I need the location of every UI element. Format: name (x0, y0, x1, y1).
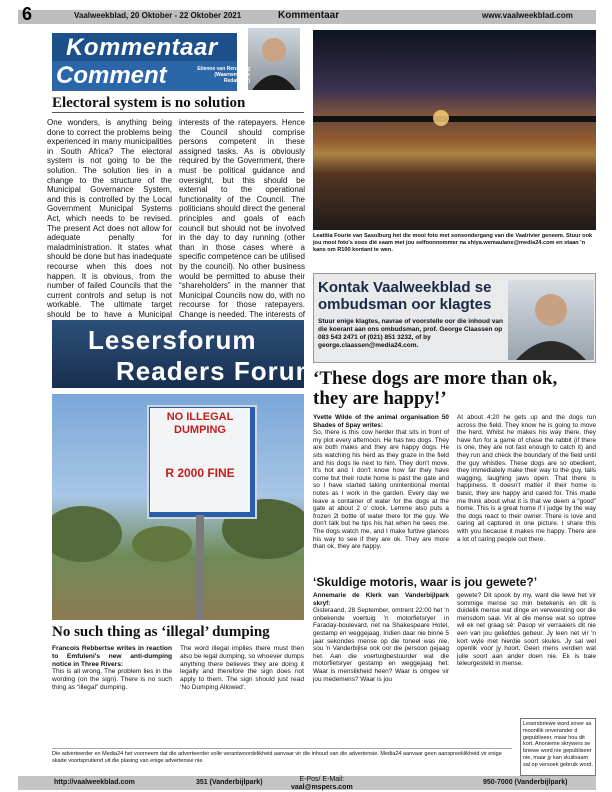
dogs-headline: ‘These dogs are more than ok, they are happy!’ (313, 368, 558, 409)
editorial-column-1 (47, 118, 172, 318)
sunset-photo (313, 30, 596, 230)
editorial-headline: Electoral system is no solution (52, 94, 304, 113)
motorists-headline: ‘Skuldige motoris, waar is jou gewete?’ (313, 575, 538, 589)
footer-phone-2: 950-7000 (Vanderbijlpark) (483, 779, 568, 786)
person-silhouette-icon (508, 280, 594, 360)
motorists-column-1 (313, 592, 449, 718)
person-silhouette-icon (248, 28, 300, 90)
footer-email[interactable]: vaal@mspers.com (291, 784, 353, 791)
page-number: 6 (22, 4, 33, 24)
photo-caption: Leatitia Fourie van Sasolburg het die mooi foto met sonsondergang van die Vaalrivier geneem. Stuur ook jou mooi foto's soos dié saam met jou selfoonnommer na shiya.wemaulane@media24.com en staan 'n kans om R100 kontant te wen. (313, 233, 593, 253)
dumping-text-2: The word illegal implies there must then also be legal dumping, so whoever dumps anything there believes they are doing it legally and therefore the sign does not apply to them. The sign should just read ‘No Dumping Allowed’. (180, 645, 304, 691)
dogs-text-1: So, there is this cow herder that sits in front of my plot every afternoon. He has two dogs. They are both males and they are happy dogs. He sits watching his herd as they graze in the field and his dogs lie next to him. They don't move. It's hot and I don't know how far they have come but their route home is past the gate and so I have started taking unintentional mental notes as I work in the garden. Every day we leave a container of water for the dogs at the gate at about 2 o' clock. Lemme also puts a frozen 2l bottle of water there for the guy. We don't talk but he tips his hat when he sees me. The dogs watch me, and I make furtive glances his way to see if they are ok. They are more than ok, they are happy. (313, 429, 449, 551)
editorial-text-1: One wonders, is anything being done to correct the problems being experienced in many municipalities in South Africa? The electoral system is not going to be the solution. The solution lies in a change to the structure of the Municipal Governance System, and this is controlled by the Local Government Municipal Systems Act, which needs to be revised. The present Act does not allow for adequate penalty for maladministration. It states what should be done but has inadequate recourse when this does not happen. It is obvious, from the number of failed Councils that the current controls and setup is not workable. The ultimate target should be to have a Municipal (47, 118, 172, 318)
ombudsman-title: Kontak Vaalweekblad se ombudsman oor klagtes (318, 279, 492, 313)
dumping-headline: No such thing as ‘illegal’ dumping (52, 624, 270, 640)
dogs-column-1 (313, 414, 449, 572)
ombudsman-portrait (508, 280, 594, 360)
edition-dates: Vaalweekblad, 20 Oktober - 22 Oktober 2021 (74, 11, 242, 20)
dumping-byline: Francois Rebbertse writes in reaction to Emfuleni's new anti-dumping notice in Three Rivers: (52, 645, 172, 668)
dumping-text-1: This is all wrong. The problem lies in the wording (on the sign). There is no such thing as “illegal” dumping. (52, 668, 172, 691)
dumping-column-2 (180, 645, 304, 745)
dogs-text-2: At about 4:20 he gets up and the dogs run across the field. They know he is going to move the herd. Whilst he makes his way there, they have fun for a game of chase the rabbit (if there is one, they are not fast enough to catch it) and they run and check the boundary of the field until the guy whistles. These dogs are so obedient, they immediately make their way to the guy, tails wagging, laughing jaws open. That there is happiness. It doesn't matter if their home is basic, they are happy and cared for. This made me think about what it is that we deem a “good” home. This is a great home if I judge by the way the dogs react to their owner. There is love and caring all captured in one picture. I share this with you because it makes me happy. There are a lot of caring people out there. (457, 414, 596, 543)
dogs-column-2 (457, 414, 596, 572)
dogs-byline: Yvette Wilde of the animal organisation 50 Shades of Spay writes: (313, 414, 449, 429)
website-link[interactable]: www.vaalweekblad.com (482, 11, 573, 20)
motorists-text-2: gewete? Dit spook by my, want die lewe het vir sommige mense so min betekenis en dit is duidelik mense wat dinge en verwoesting oor die mensdom saai. Vir al die mense wat so optree wil ek net graag sê: Pasop vir verraaiers dit nie een van jou geliefdes gebeur. Jy leen net vir 'n kort wyle met hierdie soort skules. Jy sal wel openlik voor jy hoort. Geen mens verdien wat julle soort aan ander doen nie. Ek is baie teleurgesteld in mense. (457, 592, 596, 668)
sign-post (196, 515, 204, 620)
sign-fine-text: R 2000 FINE (165, 466, 235, 480)
motorists-byline: Annemarie de Klerk van Vanderbijlpark skryf: (313, 592, 449, 607)
forum-title-english: Readers Forum (116, 356, 320, 386)
footer-website[interactable]: http://vaalweekblad.com (54, 779, 135, 786)
advertiser-disclaimer: Die adverteerder en Media24 het voorneem dat die adverteerder volle verantwoordelikheid aanvaar vir die inhoud van die advertensie. Media24 aanvaar geen aanspreeklikheid vir enige skade voortspruitend uit die plasing van enige advertensie nie. (52, 748, 512, 764)
footer-email-label: E-Pos/ E-Mail: (299, 776, 345, 783)
kommentaar-banner: Kommentaar (52, 33, 237, 63)
section-title: Kommentaar (278, 10, 340, 21)
editor-portrait (248, 28, 300, 90)
comment-banner: Comment (52, 61, 237, 91)
motorists-text-1: Gisteraand, 28 September, omtrent 22:00 het 'n onbekende voertuig 'n motorfietsryer in Faraday-boulevard, net na Shakespeare Hotel, gestamp en weggejaag. Indien daar nie binne 5 jaar sekondes mense op die toneel was nie, sou 'n Vanderbijlse ook oor die persoon gejaag het. Aan die voertuigbestuurder wat die motorfietsryer gestamp en weggejaag het: Waar is menslikheid heen? Waar is omgee vir jou medemens? Waar is jou (313, 607, 449, 683)
dumping-column-1 (52, 645, 172, 745)
letters-policy-box: Lesersbriewe word sover as moontlik onverander d gepubliseer, maar hou dit kort. Anonieme skrywers se briewe word nie gepubliseer nie, maar jy kan skuilnaam sal op versoek gebruik word. (520, 718, 596, 776)
sign-warning-text: NO ILLEGAL DUMPING (166, 411, 234, 436)
editorial-text-2: interests of the ratepayers. Hence the Council should comprise persons competent in these assigned tasks. As is obviously required by the Government, there must be political guidance and oversight, but this should be external to the operational functionality of the Council. The politicians should direct the general principles and goals of each council but should not be involved in the day to day running (other than in those cases where a specific competence can be utilised by the council). No other business would be permitted to abuse their “shareholders” in the manner that Municipal Councils now do, with no recourse for those ratepayers. Change is needed. The interests of (179, 118, 305, 318)
river-sunset-image (313, 30, 596, 230)
motorists-column-2 (457, 592, 596, 716)
footer-phone-1: 351 (Vanderbijlpark) (196, 779, 263, 786)
editorial-column-2 (179, 118, 305, 318)
editor-caption: Etienne van Rensburg (Waarnemende Redakteur) (197, 66, 250, 84)
forum-title-afrikaans: Lesersforum (88, 325, 257, 355)
footer-email-block (291, 776, 353, 792)
ombudsman-text: Stuur enige klagtes, navrae of voorstelle oor die inhoud van die koerant aan ons ombudsman, prof. George Claassen op 083 543 2471 of (021) 851 3232, of by george.claassen@media24.com. (318, 318, 503, 349)
